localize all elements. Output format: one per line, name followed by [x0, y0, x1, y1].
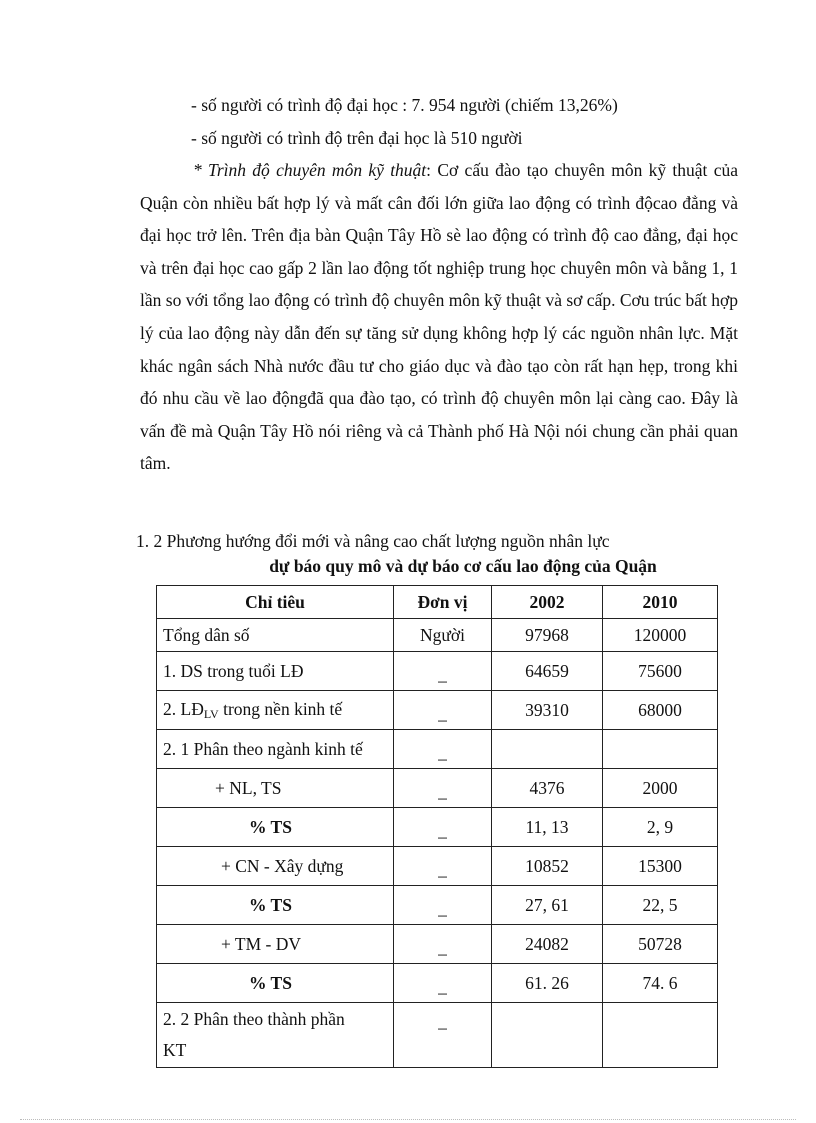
- row-label-main: 2. LĐ: [163, 698, 204, 719]
- row-value-2002: 24082: [492, 925, 603, 964]
- row-value-2010: 2, 9: [603, 808, 718, 847]
- row-unit: _: [394, 847, 492, 886]
- table-row: [157, 691, 718, 730]
- table-row: [157, 619, 718, 652]
- row-label-rest: trong nền kinh tế: [218, 698, 343, 719]
- table-row: [157, 808, 718, 847]
- paragraph-body: : Cơ cấu đào tạo chuyên môn kỹ thuật của Quận còn nhiều bất hợp lý và mất cân đối lớn giữa lao động có trình độcao đẳng và đại học trở lên. Trên địa bàn Quận Tây Hồ sè lao động có trình độ cao đẳng, đại học và trên đại học cao gấp 2 lần lao động tốt nghiệp trung học chuyên môn và bằng 1, 1 lần so với tổng lao động có trình độ chuyên môn kỹ thuật và sơ cấp. Cơu trúc bất hợp lý của lao động này dẫn đến sự tăng sử dụng không hợp lý các nguồn nhân lực. Mặt khác ngân sách Nhà nước đầu tư cho giáo dục và đào tạo còn rất hạn hẹp, trong khi đó nhu cầu về lao độngđã qua đào tạo, có trình độ chuyên môn lại càng cao. Đây là vấn đề mà Quận Tây Hồ nói riêng và cả Thành phố Hà Nội nói chung cần phải quan tâm.: [140, 160, 738, 474]
- row-label-line1: 2. 2 Phân theo thành phần: [163, 1009, 345, 1029]
- row-unit: _: [394, 925, 492, 964]
- row-value-2010: 2000: [603, 769, 718, 808]
- row-unit: _: [394, 964, 492, 1003]
- row-label: + NL, TS: [157, 769, 394, 808]
- header-indicator: Chỉ tiêu: [157, 586, 394, 619]
- row-unit: _: [394, 1003, 492, 1068]
- row-label: % TS: [157, 964, 394, 1003]
- row-value-2010: 68000: [603, 691, 718, 730]
- row-value-2002: 27, 61: [492, 886, 603, 925]
- row-value-2002: 11, 13: [492, 808, 603, 847]
- row-value-2010: [603, 730, 718, 769]
- row-unit: _: [394, 652, 492, 691]
- row-unit: Người: [394, 619, 492, 652]
- row-label: 2. 1 Phân theo ngành kinh tế: [157, 730, 394, 769]
- table-row: [157, 886, 718, 925]
- paragraph-technical-qualification: [140, 154, 738, 480]
- row-label: + CN - Xây dựng: [157, 847, 394, 886]
- row-unit: _: [394, 808, 492, 847]
- row-value-2002: 39310: [492, 691, 603, 730]
- row-value-2010: 22, 5: [603, 886, 718, 925]
- table-header-row: [157, 586, 718, 619]
- section-heading: 1. 2 Phương hướng đổi mới và nâng cao chất lượng nguồn nhân lực: [136, 531, 610, 551]
- row-label: Tổng dân số: [157, 619, 394, 652]
- row-value-2010: [603, 1003, 718, 1068]
- paragraph-lead: * Trình độ chuyên môn kỹ thuật: [193, 160, 427, 180]
- row-value-2002: 61. 26: [492, 964, 603, 1003]
- page-bottom-divider: [20, 1119, 796, 1120]
- row-label-line2: KT: [163, 1040, 187, 1060]
- row-value-2002: 4376: [492, 769, 603, 808]
- row-value-2010: 120000: [603, 619, 718, 652]
- table-row: [157, 1003, 718, 1068]
- row-label: + TM - DV: [157, 925, 394, 964]
- row-label: 1. DS trong tuổi LĐ: [157, 652, 394, 691]
- forecast-table: [156, 585, 718, 1068]
- header-2010: 2010: [603, 586, 718, 619]
- table-row: [157, 847, 718, 886]
- row-label: [157, 691, 394, 730]
- row-value-2002: 97968: [492, 619, 603, 652]
- row-value-2010: 75600: [603, 652, 718, 691]
- header-2002: 2002: [492, 586, 603, 619]
- row-value-2002: 10852: [492, 847, 603, 886]
- row-value-2010: 50728: [603, 925, 718, 964]
- table-row: [157, 730, 718, 769]
- table-row: [157, 925, 718, 964]
- row-unit: _: [394, 769, 492, 808]
- row-value-2002: [492, 1003, 603, 1068]
- table-row: [157, 769, 718, 808]
- table-row: [157, 652, 718, 691]
- row-unit: _: [394, 730, 492, 769]
- table-title: dự báo quy mô và dự báo cơ cấu lao động của Quận: [269, 556, 657, 576]
- row-label: % TS: [157, 808, 394, 847]
- row-label: % TS: [157, 886, 394, 925]
- bullet-university: - số người có trình độ đại học : 7. 954 người (chiếm 13,26%): [191, 95, 618, 115]
- row-unit: _: [394, 886, 492, 925]
- row-value-2010: 74. 6: [603, 964, 718, 1003]
- row-label-subscript: LV: [203, 706, 219, 721]
- table-row: [157, 964, 718, 1003]
- bullet-postgraduate: - số người có trình độ trên đại học là 510 người: [191, 128, 523, 148]
- row-label: [157, 1003, 394, 1068]
- row-value-2002: [492, 730, 603, 769]
- row-value-2002: 64659: [492, 652, 603, 691]
- row-unit: _: [394, 691, 492, 730]
- row-value-2010: 15300: [603, 847, 718, 886]
- header-unit: Đơn vị: [394, 586, 492, 619]
